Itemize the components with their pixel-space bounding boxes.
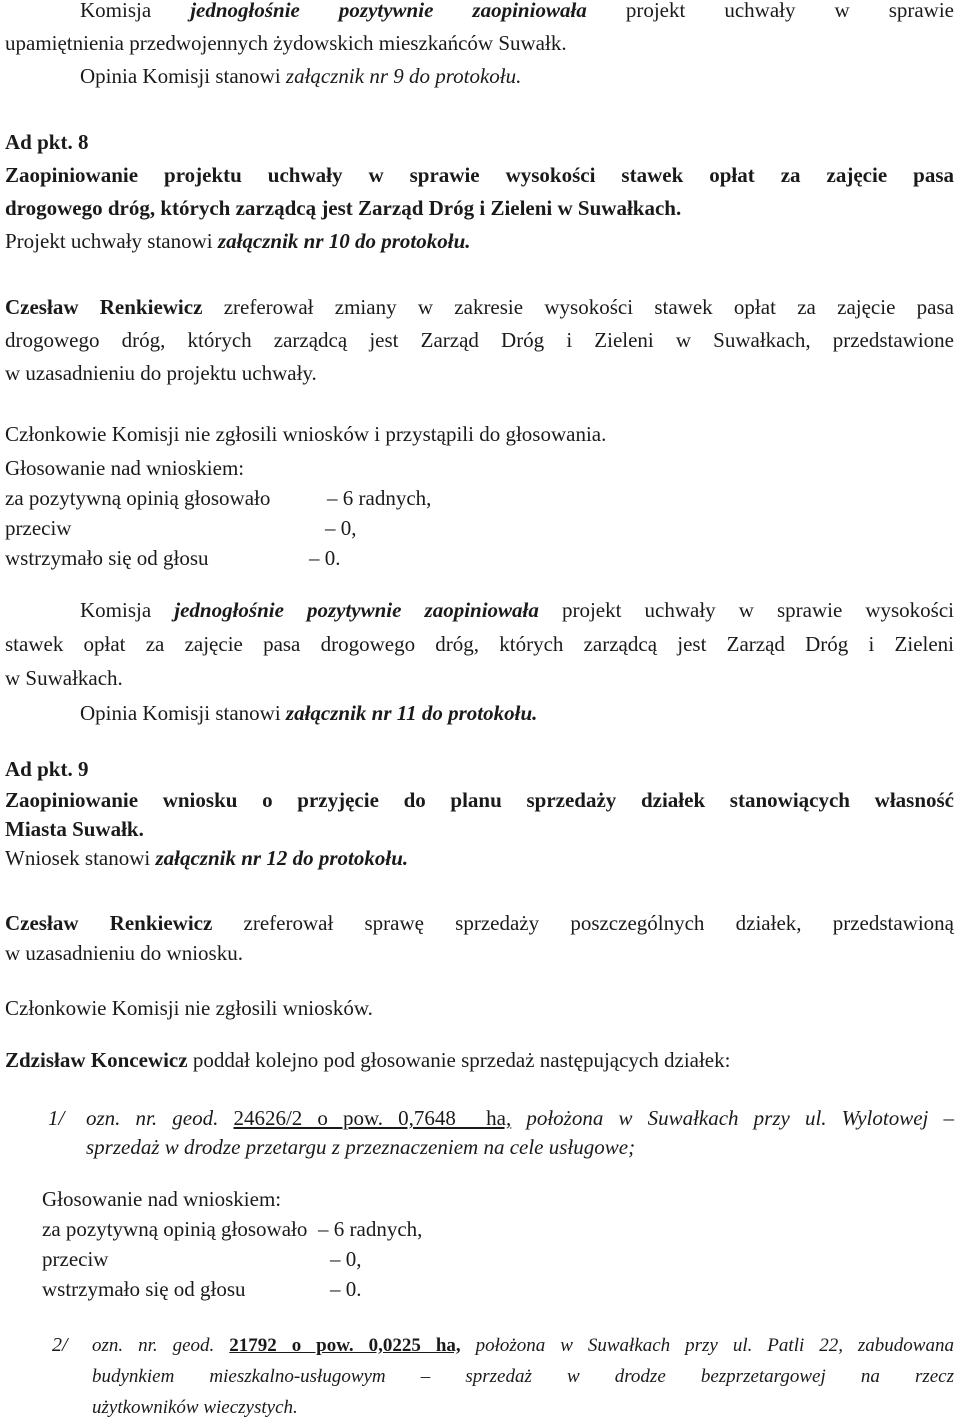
speaker-name: Czesław Renkiewicz (5, 911, 213, 935)
parcel-item-2 (52, 1330, 954, 1423)
pkt9-members-note: Członkowie Komisji nie zgłosili wniosków. (5, 996, 373, 1020)
vote-abstain-row: wstrzymało się od głosu – 0. (5, 546, 341, 570)
vote-abstain-row: wstrzymało się od głosu – 0. (42, 1277, 362, 1301)
section-heading-pkt8: Ad pkt. 8 (5, 130, 89, 154)
pkt8-title-line-2: drogowego dróg, których zarządcą jest Zarząd Dróg i Zieleni w Suwałkach. (5, 196, 682, 220)
parcel-number: 24626/2 o pow. 0,7648 ha, (233, 1106, 512, 1130)
vote-against-row: przeciw – 0, (5, 516, 357, 540)
pkt9-chair-line: Zdzisław Koncewicz poddał kolejno pod głosowanie sprzedaż następujących działek: (5, 1048, 731, 1072)
pkt8-result-line-1: Komisja jednogłośnie pozytywnie zaopiniowała projekt uchwały w sprawie wysokości (80, 598, 955, 622)
pkt8-attachment: Projekt uchwały stanowi załącznik nr 10 do protokołu. (5, 229, 471, 253)
pkt8-vote-block (5, 453, 954, 573)
section-heading-pkt9: Ad pkt. 9 (5, 757, 89, 781)
pkt8-result-line-3: w Suwałkach. (5, 666, 123, 690)
item-line-1: ozn. nr. geod. 24626/2 o pow. 0,7648 ha, położona w Suwałkach przy ul. Wylotowej – (86, 1106, 954, 1130)
vote-heading: Głosowanie nad wnioskiem: (5, 456, 245, 480)
chair-name: Zdzisław Koncewicz (5, 1048, 188, 1072)
vote-against-row: przeciw – 0, (42, 1247, 362, 1271)
pkt8-title-line-1: Zaopiniowanie projektu uchwały w sprawie wysokości stawek opłat za zajęcie pasa (5, 163, 954, 187)
pkt9-title-line-2: Miasta Suwałk. (5, 817, 144, 841)
item-line-2: budynkiem mieszkalno-usługowym – sprzedaż w drodze bezprzetargowej na rzecz (92, 1366, 954, 1387)
speaker-name: Czesław Renkiewicz (5, 295, 203, 319)
vote-for-row: za pozytywną opinią głosowało – 6 radnych, (5, 486, 432, 510)
vote-heading: Głosowanie nad wnioskiem: (42, 1187, 282, 1211)
item-line-2: sprzedaż w drodze przetargu z przeznaczeniem na cele usługowe; (86, 1135, 636, 1159)
item-line-3: użytkowników wieczystych. (92, 1397, 298, 1418)
pkt8-opinion-attachment: Opinia Komisji stanowi załącznik nr 11 do protokołu. (80, 701, 538, 725)
item-line-1: ozn. nr. geod. 21792 o pow. 0,0225 ha, położona w Suwałkach przy ul. Patli 22, zabudowana (92, 1335, 954, 1356)
item-number: 1/ (48, 1106, 65, 1130)
opinion-attachment: Opinia Komisji stanowi załącznik nr 9 do protokołu. (80, 64, 522, 88)
pkt9-speaker-line-2: w uzasadnieniu do wniosku. (5, 941, 243, 965)
pkt8-members-note: Członkowie Komisji nie zgłosili wniosków i przystąpili do głosowania. (5, 422, 607, 446)
parcel-number: 21792 o pow. 0,0225 ha, (229, 1335, 461, 1356)
pkt9-title-line-1: Zaopiniowanie wniosku o przyjęcie do planu sprzedaży działek stanowiących własność (5, 788, 954, 812)
vote-for-row: za pozytywną opinią głosowało – 6 radnych, (42, 1217, 423, 1241)
item-number: 2/ (52, 1334, 68, 1356)
pkt8-speaker-line-3: w uzasadnieniu do projektu uchwały. (5, 361, 317, 385)
opinion-line-2: upamiętnienia przedwojennych żydowskich mieszkańców Suwałk. (5, 31, 567, 55)
pkt9-vote-block (42, 1184, 954, 1304)
pkt8-result-line-2: stawek opłat za zajęcie pasa drogowego dróg, których zarządcą jest Zarząd Dróg i Zieleni (5, 632, 954, 656)
parcel-item-1 (48, 1102, 954, 1164)
pkt9-speaker-line-1: Czesław Renkiewicz zreferował sprawę sprzedaży poszczególnych działek, przedstawioną (5, 911, 954, 935)
opinion-line-1: Komisja jednogłośnie pozytywnie zaopiniowała projekt uchwały w sprawie (80, 0, 955, 22)
pkt8-speaker-line-1: Czesław Renkiewicz zreferował zmiany w zakresie wysokości stawek opłat za zajęcie pasa (5, 295, 954, 319)
pkt8-speaker-line-2: drogowego dróg, których zarządcą jest Zarząd Dróg i Zieleni w Suwałkach, przedstawione (5, 328, 954, 352)
pkt9-attachment: Wniosek stanowi załącznik nr 12 do protokołu. (5, 846, 409, 870)
